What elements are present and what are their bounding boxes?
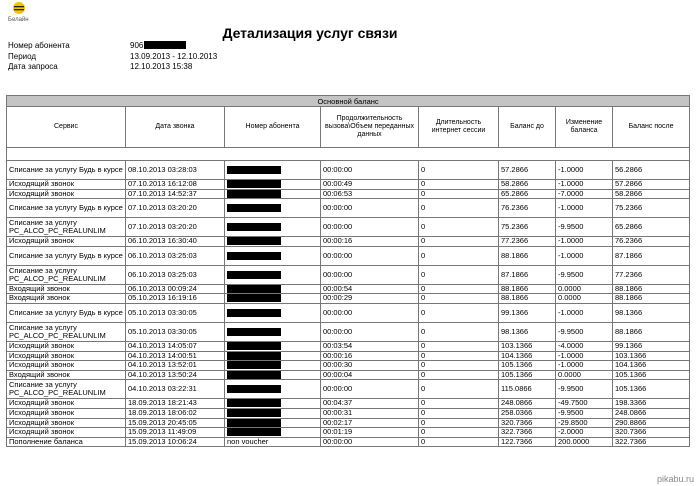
balance-before-cell: 77.2366	[499, 237, 556, 247]
balance-after-cell: 87.1866	[613, 246, 690, 265]
session-cell: 0	[419, 408, 499, 418]
table-row	[7, 303, 690, 322]
service-cell: Списание за услугу PC_ALCO_PC_REALUNLIM	[7, 380, 126, 399]
number-cell	[225, 161, 321, 180]
balance-change-cell: -1.0000	[556, 361, 613, 371]
col-service: Сервис	[7, 107, 126, 148]
date-cell: 05.10.2013 03:30:05	[126, 303, 225, 322]
service-cell: Списание за услугу PC_ALCO_PC_REALUNLIM	[7, 322, 126, 341]
session-cell: 0	[419, 380, 499, 399]
redacted-number	[227, 237, 281, 245]
number-cell	[225, 189, 321, 199]
balance-before-cell: 58.2866	[499, 180, 556, 190]
date-cell: 07.10.2013 14:52:37	[126, 189, 225, 199]
column-header-row	[7, 107, 690, 148]
number-cell	[225, 361, 321, 371]
date-cell: 06.10.2013 03:25:03	[126, 246, 225, 265]
balance-change-cell: -1.0000	[556, 199, 613, 218]
balance-before-cell: 99.1366	[499, 303, 556, 322]
date-cell: 07.10.2013 16:12:08	[126, 180, 225, 190]
table-row	[7, 437, 690, 447]
table-row	[7, 370, 690, 380]
redacted-number	[227, 419, 281, 427]
balance-change-cell: -9.9500	[556, 322, 613, 341]
redacted-number	[227, 342, 281, 350]
redacted-number	[227, 385, 281, 393]
date-cell: 18.09.2013 18:06:02	[126, 408, 225, 418]
number-cell	[225, 294, 321, 304]
number-cell	[225, 370, 321, 380]
duration-cell: 00:00:16	[321, 351, 419, 361]
balance-change-cell: -1.0000	[556, 237, 613, 247]
session-cell: 0	[419, 294, 499, 304]
table-row	[7, 428, 690, 438]
col-balance-change: Изменение баланса	[556, 107, 613, 148]
duration-cell: 00:03:54	[321, 341, 419, 351]
balance-after-cell: 57.2866	[613, 180, 690, 190]
date-cell: 07.10.2013 03:20:20	[126, 218, 225, 237]
date-cell: 06.10.2013 00:09:24	[126, 284, 225, 294]
session-cell: 0	[419, 370, 499, 380]
date-cell: 04.10.2013 13:50:24	[126, 370, 225, 380]
duration-cell: 00:00:31	[321, 408, 419, 418]
date-cell: 05.10.2013 03:30:05	[126, 322, 225, 341]
redacted-number	[227, 328, 281, 336]
balance-after-cell: 290.8866	[613, 418, 690, 428]
duration-cell: 00:00:30	[321, 361, 419, 371]
col-date: Дата звонка	[126, 107, 225, 148]
balance-before-cell: 122.7366	[499, 437, 556, 447]
redacted-number	[227, 180, 281, 188]
balance-before-cell: 103.1366	[499, 341, 556, 351]
balance-after-cell: 105.1366	[613, 380, 690, 399]
service-cell: Исходящий звонок	[7, 189, 126, 199]
balance-before-cell: 248.0866	[499, 399, 556, 409]
balance-before-cell: 87.1866	[499, 265, 556, 284]
spacer-row	[7, 148, 690, 161]
duration-cell: 00:01:19	[321, 428, 419, 438]
section-header-row	[7, 96, 690, 107]
session-cell: 0	[419, 237, 499, 247]
subscriber-prefix: 906	[130, 41, 144, 50]
table-row	[7, 161, 690, 180]
number-cell	[225, 199, 321, 218]
redacted-number	[227, 371, 281, 379]
number-cell	[225, 341, 321, 351]
session-cell: 0	[419, 246, 499, 265]
document-title: Детализация услуг связи	[222, 25, 398, 41]
duration-cell: 00:00:00	[321, 437, 419, 447]
table-row	[7, 218, 690, 237]
table-row	[7, 180, 690, 190]
beeline-logo	[5, 1, 45, 27]
session-cell: 0	[419, 322, 499, 341]
number-cell	[225, 322, 321, 341]
table-row	[7, 284, 690, 294]
date-cell: 15.09.2013 11:49:09	[126, 428, 225, 438]
date-cell: 06.10.2013 16:30:40	[126, 237, 225, 247]
balance-before-cell: 104.1366	[499, 351, 556, 361]
service-cell: Списание за услугу PC_ALCO_PC_REALUNLIM	[7, 265, 126, 284]
service-cell: Списание за услугу Будь в курсе	[7, 246, 126, 265]
date-cell: 04.10.2013 14:05:07	[126, 341, 225, 351]
number-cell	[225, 265, 321, 284]
redacted-number	[227, 204, 281, 212]
duration-cell: 00:02:17	[321, 418, 419, 428]
duration-cell: 00:00:00	[321, 322, 419, 341]
request-label: Дата запроса	[8, 62, 58, 71]
balance-before-cell: 98.1366	[499, 322, 556, 341]
duration-cell: 00:00:00	[321, 380, 419, 399]
balance-before-cell: 105.1366	[499, 361, 556, 371]
duration-cell: 00:00:00	[321, 303, 419, 322]
balance-after-cell: 99.1366	[613, 341, 690, 351]
balance-before-cell: 76.2366	[499, 199, 556, 218]
balance-before-cell: 75.2366	[499, 218, 556, 237]
call-details-table	[6, 95, 690, 447]
duration-cell: 00:00:16	[321, 237, 419, 247]
balance-change-cell: -2.0000	[556, 428, 613, 438]
balance-change-cell: -9.9500	[556, 218, 613, 237]
beeline-logo-icon	[11, 1, 27, 15]
balance-before-cell: 258.0366	[499, 408, 556, 418]
balance-before-cell: 88.1866	[499, 246, 556, 265]
service-cell: Исходящий звонок	[7, 361, 126, 371]
table-row	[7, 380, 690, 399]
table-row	[7, 189, 690, 199]
redacted-number	[227, 166, 281, 174]
col-session: Длительность интернет сессии	[419, 107, 499, 148]
balance-after-cell: 77.2366	[613, 265, 690, 284]
table-row	[7, 351, 690, 361]
balance-after-cell: 98.1366	[613, 303, 690, 322]
balance-change-cell: -1.0000	[556, 180, 613, 190]
table-row	[7, 408, 690, 418]
session-cell: 0	[419, 218, 499, 237]
redacted-number	[227, 223, 281, 231]
balance-after-cell: 88.1866	[613, 322, 690, 341]
duration-cell: 00:00:49	[321, 180, 419, 190]
redacted-number	[227, 285, 281, 293]
balance-change-cell: -1.0000	[556, 161, 613, 180]
request-value: 12.10.2013 15:38	[130, 62, 193, 71]
service-cell: Пополнение баланса	[7, 437, 126, 447]
balance-change-cell: -9.9500	[556, 408, 613, 418]
table-row	[7, 361, 690, 371]
balance-after-cell: 76.2366	[613, 237, 690, 247]
service-cell: Исходящий звонок	[7, 428, 126, 438]
balance-change-cell: -49.7500	[556, 399, 613, 409]
date-cell: 06.10.2013 03:25:03	[126, 265, 225, 284]
duration-cell: 00:00:00	[321, 246, 419, 265]
balance-before-cell: 57.2866	[499, 161, 556, 180]
duration-cell: 00:00:00	[321, 161, 419, 180]
balance-change-cell: 0.0000	[556, 370, 613, 380]
number-cell	[225, 418, 321, 428]
balance-before-cell: 322.7366	[499, 428, 556, 438]
balance-after-cell: 88.1866	[613, 284, 690, 294]
number-cell	[225, 218, 321, 237]
session-cell: 0	[419, 189, 499, 199]
session-cell: 0	[419, 265, 499, 284]
redacted-number	[227, 190, 281, 198]
redacted-number	[227, 409, 281, 417]
session-cell: 0	[419, 284, 499, 294]
balance-change-cell: -29.8500	[556, 418, 613, 428]
number-cell	[225, 284, 321, 294]
date-cell: 04.10.2013 03:22:31	[126, 380, 225, 399]
service-cell: Исходящий звонок	[7, 408, 126, 418]
col-duration: Продолжительность вызова\Объем переданных данных	[321, 107, 419, 148]
duration-cell: 00:00:00	[321, 265, 419, 284]
balance-before-cell: 88.1866	[499, 294, 556, 304]
session-cell: 0	[419, 437, 499, 447]
date-cell: 15.09.2013 20:45:05	[126, 418, 225, 428]
col-number: Номер абонента	[225, 107, 321, 148]
service-cell: Исходящий звонок	[7, 399, 126, 409]
balance-after-cell: 88.1866	[613, 294, 690, 304]
balance-after-cell: 75.2366	[613, 199, 690, 218]
date-cell: 05.10.2013 16:19:16	[126, 294, 225, 304]
session-cell: 0	[419, 428, 499, 438]
logo-text: Белайн	[8, 17, 29, 23]
table-row	[7, 399, 690, 409]
number-cell	[225, 399, 321, 409]
service-cell: Списание за услугу PC_ALCO_PC_REALUNLIM	[7, 218, 126, 237]
redacted-number	[227, 309, 281, 317]
balance-change-cell: -9.9500	[556, 380, 613, 399]
service-cell: Списание за услугу Будь в курсе	[7, 303, 126, 322]
duration-cell: 00:00:54	[321, 284, 419, 294]
table-row	[7, 294, 690, 304]
redacted-number	[227, 294, 281, 302]
date-cell: 08.10.2013 03:28:03	[126, 161, 225, 180]
redacted-number	[227, 252, 281, 260]
col-balance-before: Баланс до	[499, 107, 556, 148]
balance-before-cell: 115.0866	[499, 380, 556, 399]
number-cell	[225, 303, 321, 322]
number-cell	[225, 351, 321, 361]
redacted-block	[144, 41, 186, 49]
redacted-number	[227, 428, 281, 436]
balance-after-cell: 104.1366	[613, 361, 690, 371]
duration-cell: 00:00:00	[321, 199, 419, 218]
balance-change-cell: -4.0000	[556, 341, 613, 351]
date-cell: 07.10.2013 03:20:20	[126, 199, 225, 218]
duration-cell: 00:06:53	[321, 189, 419, 199]
duration-cell: 00:04:37	[321, 399, 419, 409]
redacted-number	[227, 399, 281, 407]
balance-change-cell: -7.0000	[556, 189, 613, 199]
balance-after-cell: 198.3366	[613, 399, 690, 409]
redacted-number	[227, 271, 281, 279]
balance-change-cell: -1.0000	[556, 303, 613, 322]
col-balance-after: Баланс после	[613, 107, 690, 148]
balance-after-cell: 56.2866	[613, 161, 690, 180]
number-cell	[225, 428, 321, 438]
number-cell	[225, 246, 321, 265]
balance-after-cell: 58.2866	[613, 189, 690, 199]
duration-cell: 00:00:00	[321, 218, 419, 237]
service-cell: Исходящий звонок	[7, 237, 126, 247]
table-row	[7, 265, 690, 284]
duration-cell: 00:00:04	[321, 370, 419, 380]
balance-change-cell: -9.9500	[556, 265, 613, 284]
session-cell: 0	[419, 180, 499, 190]
balance-after-cell: 322.7366	[613, 437, 690, 447]
table-row	[7, 322, 690, 341]
balance-after-cell: 105.1366	[613, 370, 690, 380]
date-cell: 15.09.2013 10:06:24	[126, 437, 225, 447]
number-cell	[225, 408, 321, 418]
table-row	[7, 246, 690, 265]
balance-after-cell: 320.7366	[613, 428, 690, 438]
session-cell: 0	[419, 341, 499, 351]
table-row	[7, 237, 690, 247]
balance-change-cell: -1.0000	[556, 351, 613, 361]
duration-cell: 00:00:29	[321, 294, 419, 304]
number-cell	[225, 237, 321, 247]
balance-before-cell: 105.1366	[499, 370, 556, 380]
session-cell: 0	[419, 161, 499, 180]
service-cell: Исходящий звонок	[7, 180, 126, 190]
table-row	[7, 199, 690, 218]
table-body	[7, 161, 690, 447]
balance-change-cell: 200.0000	[556, 437, 613, 447]
table-row	[7, 418, 690, 428]
service-cell: Исходящий звонок	[7, 341, 126, 351]
balance-after-cell: 65.2866	[613, 218, 690, 237]
date-cell: 18.09.2013 18:21:43	[126, 399, 225, 409]
session-cell: 0	[419, 351, 499, 361]
session-cell: 0	[419, 418, 499, 428]
service-cell: Входящий звонок	[7, 294, 126, 304]
service-cell: Входящий звонок	[7, 370, 126, 380]
service-cell: Исходящий звонок	[7, 418, 126, 428]
balance-before-cell: 320.7366	[499, 418, 556, 428]
spacer-cell	[7, 148, 690, 161]
balance-change-cell: -1.0000	[556, 246, 613, 265]
balance-change-cell: 0.0000	[556, 284, 613, 294]
session-cell: 0	[419, 199, 499, 218]
section-title: Основной баланс	[7, 96, 690, 107]
number-cell: non voucher	[225, 437, 321, 447]
service-cell: Исходящий звонок	[7, 351, 126, 361]
service-cell: Входящий звонок	[7, 284, 126, 294]
date-cell: 04.10.2013 13:52:01	[126, 361, 225, 371]
service-cell: Списание за услугу Будь в курсе	[7, 199, 126, 218]
date-cell: 04.10.2013 14:00:51	[126, 351, 225, 361]
number-cell	[225, 380, 321, 399]
number-cell	[225, 180, 321, 190]
period-value: 13.09.2013 - 12.10.2013	[130, 51, 218, 61]
table-row	[7, 341, 690, 351]
period-label: Период	[8, 51, 37, 61]
session-cell: 0	[419, 399, 499, 409]
redacted-number	[227, 352, 281, 360]
service-cell: Списание за услугу Будь в курсе	[7, 161, 126, 180]
balance-before-cell: 88.1866	[499, 284, 556, 294]
watermark: pikabu.ru	[656, 474, 694, 484]
redacted-number	[227, 361, 281, 369]
subscriber-value	[130, 41, 186, 52]
balance-change-cell: 0.0000	[556, 294, 613, 304]
subscriber-label: Номер абонента	[8, 41, 70, 50]
session-cell: 0	[419, 303, 499, 322]
balance-after-cell: 103.1366	[613, 351, 690, 361]
session-cell: 0	[419, 361, 499, 371]
balance-before-cell: 65.2866	[499, 189, 556, 199]
balance-after-cell: 248.0866	[613, 408, 690, 418]
